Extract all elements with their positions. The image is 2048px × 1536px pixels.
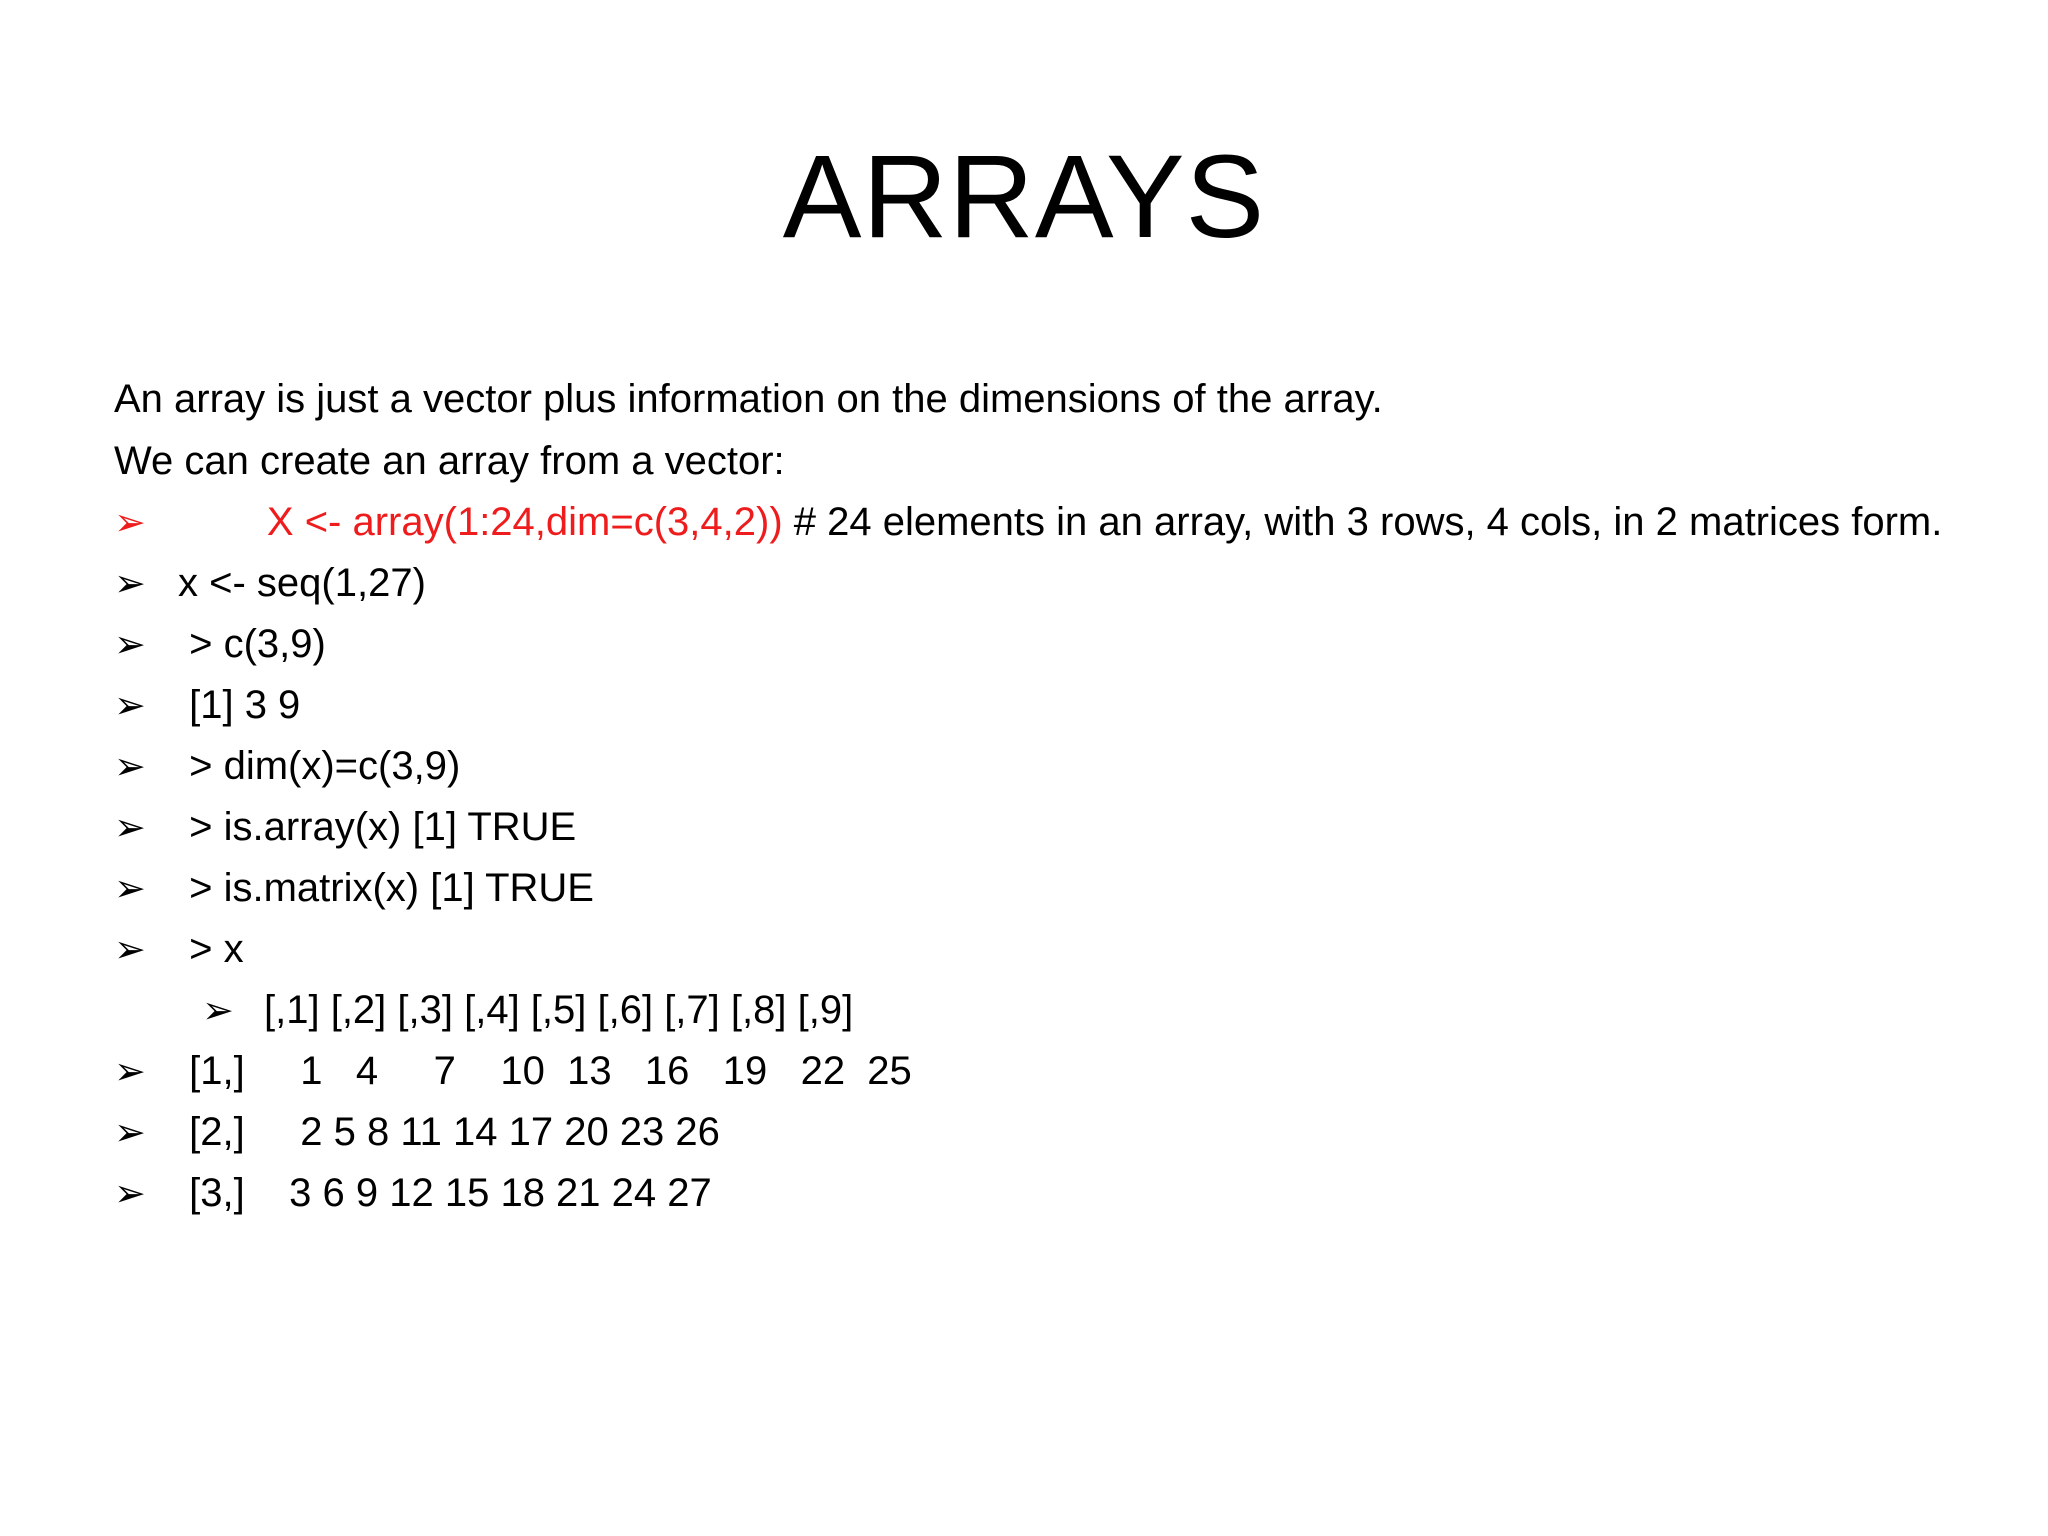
intro-line-1: An array is just a vector plus information on the dimensions of the array.: [114, 377, 1383, 421]
arrow-bullet-icon: ➢: [114, 1051, 146, 1093]
bullet-x: [114, 919, 1942, 980]
arrow-bullet-icon: ➢: [114, 868, 146, 910]
code-x: > x: [178, 927, 244, 971]
arrow-bullet-icon: ➢: [114, 624, 146, 666]
arrow-bullet-icon: ➢: [114, 929, 146, 971]
arrow-bullet-icon: ➢: [114, 685, 146, 727]
bullet-is-matrix: [114, 858, 1942, 919]
arrow-bullet-icon: ➢: [114, 1173, 146, 1215]
code-dim: > dim(x)=c(3,9): [178, 744, 461, 788]
code-seq: x <- seq(1,27): [178, 561, 426, 605]
bullet-dim: [114, 736, 1942, 797]
code-is-matrix: > is.matrix(x) [1] TRUE: [178, 866, 594, 910]
arrow-bullet-icon: ➢: [114, 1112, 146, 1154]
arrow-bullet-icon: ➢: [114, 563, 146, 605]
intro-line-2: We can create an array from a vector:: [114, 439, 785, 483]
output-c: [1] 3 9: [178, 683, 301, 727]
bullet-array-create: [114, 492, 1942, 553]
matrix-row-2: [2,] 2 5 8 11 14 17 20 23 26: [178, 1110, 720, 1154]
arrow-bullet-icon: ➢: [202, 990, 234, 1032]
bullet-c: [114, 614, 1942, 675]
bullet-row-3: [114, 1163, 1942, 1224]
code-is-array: > is.array(x) [1] TRUE: [178, 805, 577, 849]
bullet-row-1: [114, 1041, 1942, 1102]
code-array-create: X <- array(1:24,dim=c(3,4,2)): [266, 500, 783, 544]
matrix-row-1: [1,] 1 4 7 10 13 16 19 22 25: [178, 1049, 912, 1093]
bullet-row-2: [114, 1102, 1942, 1163]
arrow-bullet-icon: ➢: [114, 746, 146, 788]
bullet-column-headers: [114, 980, 1942, 1041]
bullet-is-array: [114, 797, 1942, 858]
arrow-bullet-icon: ➢: [114, 502, 146, 544]
matrix-column-headers: [,1] [,2] [,3] [,4] [,5] [,6] [,7] [,8] [,9]: [264, 988, 854, 1032]
matrix-row-3: [3,] 3 6 9 12 15 18 21 24 27: [178, 1171, 712, 1215]
slide-title: ARRAYS: [782, 131, 1266, 263]
bullet-list: [114, 492, 1942, 1224]
code-c: > c(3,9): [178, 622, 326, 666]
comment-array-create: # 24 elements in an array, with 3 rows, 4 cols, in 2 matrices form.: [782, 500, 1943, 544]
bullet-c-output: [114, 675, 1942, 736]
arrow-bullet-icon: ➢: [114, 807, 146, 849]
